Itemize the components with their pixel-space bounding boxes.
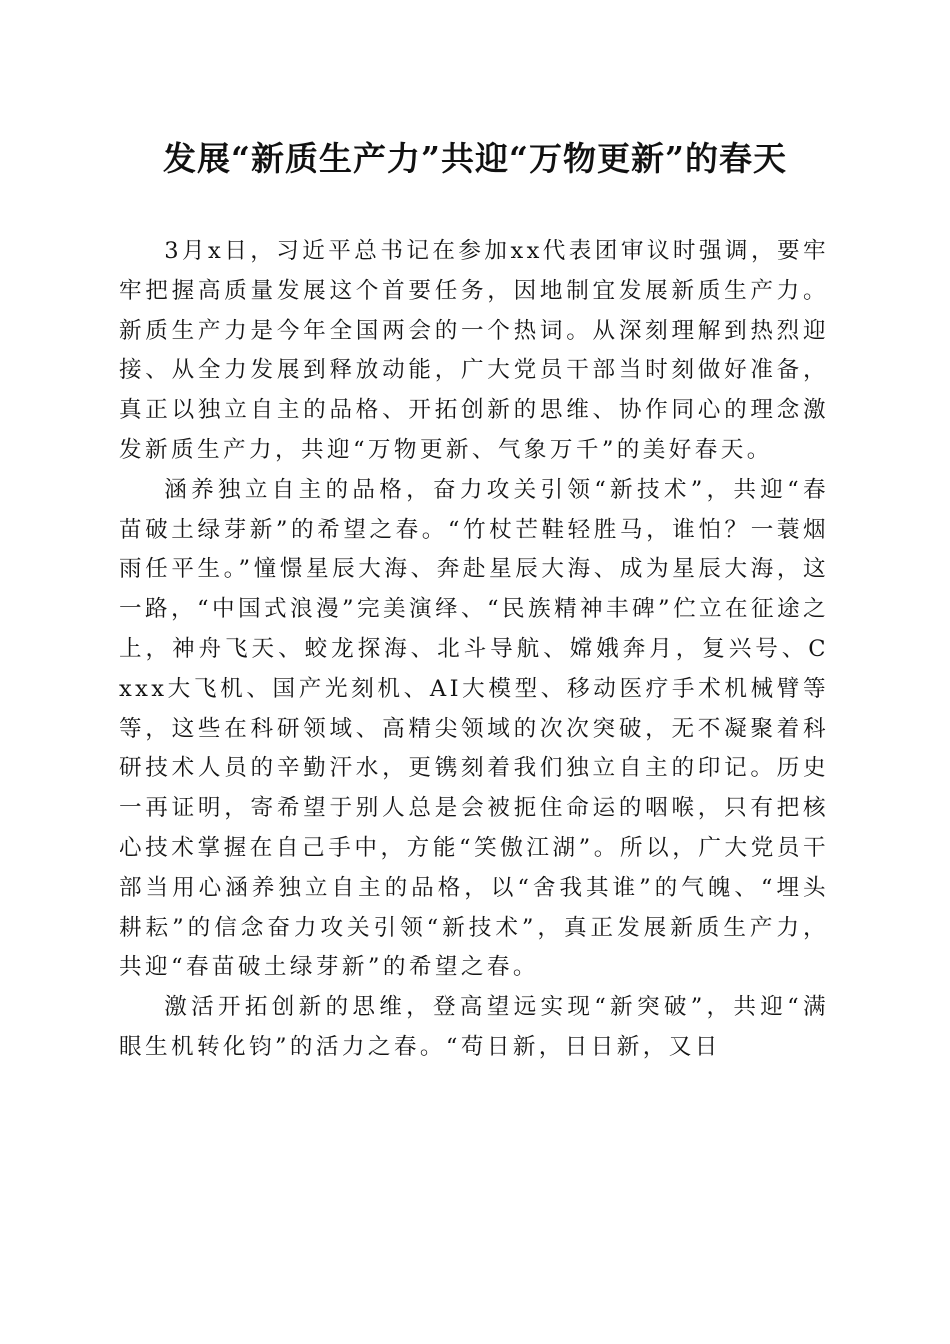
paragraph-1: 3月x日，习近平总书记在参加xx代表团审议时强调，要牢牢把握高质量发展这个首要任务，因地制宜发展新质生产力。新质生产力是今年全国两会的一个热词。从深刻理解到热烈迎接、从全力发展到释放动能，广大党员干部当时刻做好准备，真正以独立自主的品格、开拓创新的思维、协作同心的理念激发新质生产力，共迎“万物更新、气象万千”的美好春天。 — [119, 238, 829, 463]
paragraph-3: 激活开拓创新的思维，登高望远实现“新突破”，共迎“满眼生机转化钧”的活力之春。“苟日新，日日新，又日 — [119, 994, 829, 1060]
document-title: 发展“新质生产力”共迎“万物更新”的春天 — [163, 139, 787, 178]
document-body — [119, 232, 829, 1068]
paragraph-2: 涵养独立自主的品格，奋力攻关引领“新技术”，共迎“春苗破土绿芽新”的希望之春。“竹杖芒鞋轻胜马，谁怕？一蓑烟雨任平生。”憧憬星辰大海、奔赴星辰大海、成为星辰大海，这一路，“中国式浪漫”完美演绎、“民族精神丰碑”伫立在征途之上，神舟飞天、蛟龙探海、北斗导航、嫦娥奔月，复兴号、Cxxx大飞机、国产光刻机、AI大模型、移动医疗手术机械臂等等，这些在科研领域、高精尖领域的次次突破，无不凝聚着科研技术人员的辛勤汗水，更镌刻着我们独立自主的印记。历史一再证明，寄希望于别人总是会被扼住命运的咽喉，只有把核心技术掌握在自己手中，方能“笑傲江湖”。所以，广大党员干部当用心涵养独立自主的品格，以“舍我其谁”的气魄、“埋头耕耘”的信念奋力攻关引领“新技术”，真正发展新质生产力，共迎“春苗破土绿芽新”的希望之春。 — [119, 476, 829, 981]
